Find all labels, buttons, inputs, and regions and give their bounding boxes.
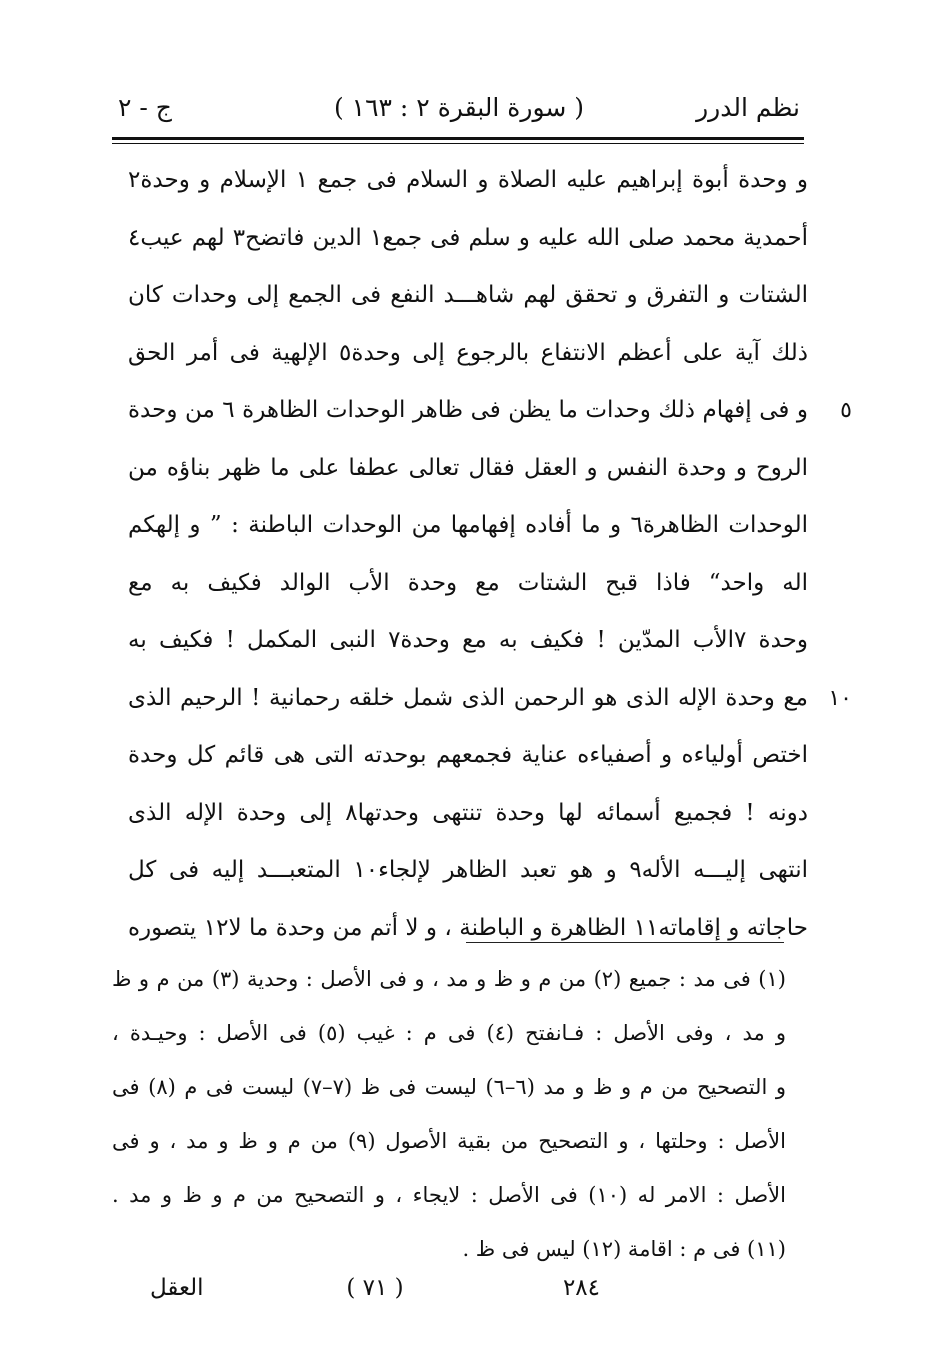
surah-reference: ( سورة البقرة ٢ : ١٦٣ ): [333, 93, 585, 122]
text-line: [128, 210, 808, 268]
line-text: وحدة ٧الأب المدّين ! فكيف به مع وحدة٧ النبى المكمل ! فكيف به: [128, 627, 808, 653]
line-text: الشتات و التفرق و تحقق لهم شاهـــد النفع فى الجمع إلى وحدات كان: [128, 282, 808, 308]
line-number: ١٠: [828, 685, 852, 711]
text-line: [128, 670, 852, 728]
footnote-separator: [466, 942, 784, 943]
footnote-line: و التصحيح من م و ظ و مد (٦–٦) ليست فى ظ (٧–٧) ليست فى م (٨) فى: [112, 1075, 786, 1099]
header-rule-thin: [112, 143, 804, 144]
line-text: مع وحدة الإله الذى هو الرحمن الذى شمل خلقه رحمانية ! الرحيم الذى: [128, 684, 808, 711]
line-text: و فى إفهام ذلك وحدات ما يظن فى ظاهر الوحدات الظاهرة ٦ من وحدة: [128, 397, 808, 423]
main-text: [128, 152, 852, 957]
text-line: [128, 785, 808, 843]
line-text: الوحدات الظاهرة٦ و ما أفاده إفهامها من الوحدات الباطنة : ” و إلهكم: [128, 512, 808, 538]
book-title: نظم الدرر: [696, 93, 800, 122]
line-text: أحمدية محمد صلى الله عليه و سلم فى جمع١ الدين فاتضح٣ لهم عيب٤: [128, 224, 808, 251]
line-text: ذلك آية على أعظم الانتفاع بالرجوع إلى وحدة٥ الإلهية فى أمر الحق: [128, 339, 808, 366]
line-text: دونه ! فجميع أسمائه لها وحدة تنتهى وحدتها٨ إلى وحدة الإله الذى: [128, 799, 808, 826]
footnotes: [112, 952, 786, 1276]
text-line: [128, 325, 808, 383]
line-text: الروح و وحدة النفس و العقل فقال تعالى عطفا على ما ظهر بناؤه من: [128, 454, 808, 481]
sequence-number: ( ٧١ ): [346, 1275, 404, 1301]
text-line: [128, 267, 808, 325]
text-line: [128, 900, 808, 958]
catchword: العقل: [150, 1275, 204, 1301]
text-line: [128, 555, 808, 613]
line-text: حاجاته و إقاماته١١ الظاهرة و الباطنة ، و لا أتم من وحدة ما لا١٢ يتصوره: [128, 914, 808, 941]
volume-label: ج - ٢: [118, 93, 172, 122]
text-line: [128, 440, 808, 498]
footnote-line: الأصل : وحلتها ، و التصحيح من بقية الأصول (٩) من م و ظ و مد ، و فى: [112, 1129, 786, 1153]
text-line: [128, 842, 808, 900]
text-line: [128, 727, 808, 785]
footnote-line: و مد ، وفى الأصل : فـانفتح (٤) فى م : غيب (٥) فى الأصل : وحيـدة ،: [112, 1021, 786, 1045]
page-number: ٢٨٤: [562, 1275, 600, 1301]
line-text: و وحدة أبوة إبراهيم عليه الصلاة و السلام فى جمع ١ الإسلام و وحدة٢: [128, 167, 809, 193]
text-line: [128, 382, 852, 440]
line-text: اله واحد“ فاذا قبح الشتات مع وحدة الأب الوالد فكيف به مع: [128, 569, 808, 596]
line-text: اختص أولياءه و أصفياءه عناية فجمعهم بوحدته التى هى قائم كل وحدة: [128, 742, 808, 768]
header-rule: [112, 137, 804, 140]
footnote-line: (١١) فى م : اقامة (١٢) ليس فى ظ .: [462, 1237, 786, 1261]
footnote-line: (١) فى مد : جميع (٢) من م و ظ و مد ، و فى الأصل : وحدية (٣) من م و ظ: [112, 967, 786, 991]
text-line: [128, 497, 808, 555]
running-header: [118, 92, 800, 132]
line-text: انتهى إليـــه الأله٩ و هو تعبد الظاهر لإلجاء١٠ المتعبـــد إليه فى كل: [128, 857, 808, 883]
page-footer: [150, 1272, 600, 1312]
text-line: [128, 152, 808, 210]
line-number: ٥: [840, 398, 852, 423]
text-line: [128, 612, 808, 670]
footnote-line: الأصل : الامر له (١٠) فى الأصل : لايجاء ، و التصحيح من م و ظ و مد .: [112, 1183, 786, 1207]
